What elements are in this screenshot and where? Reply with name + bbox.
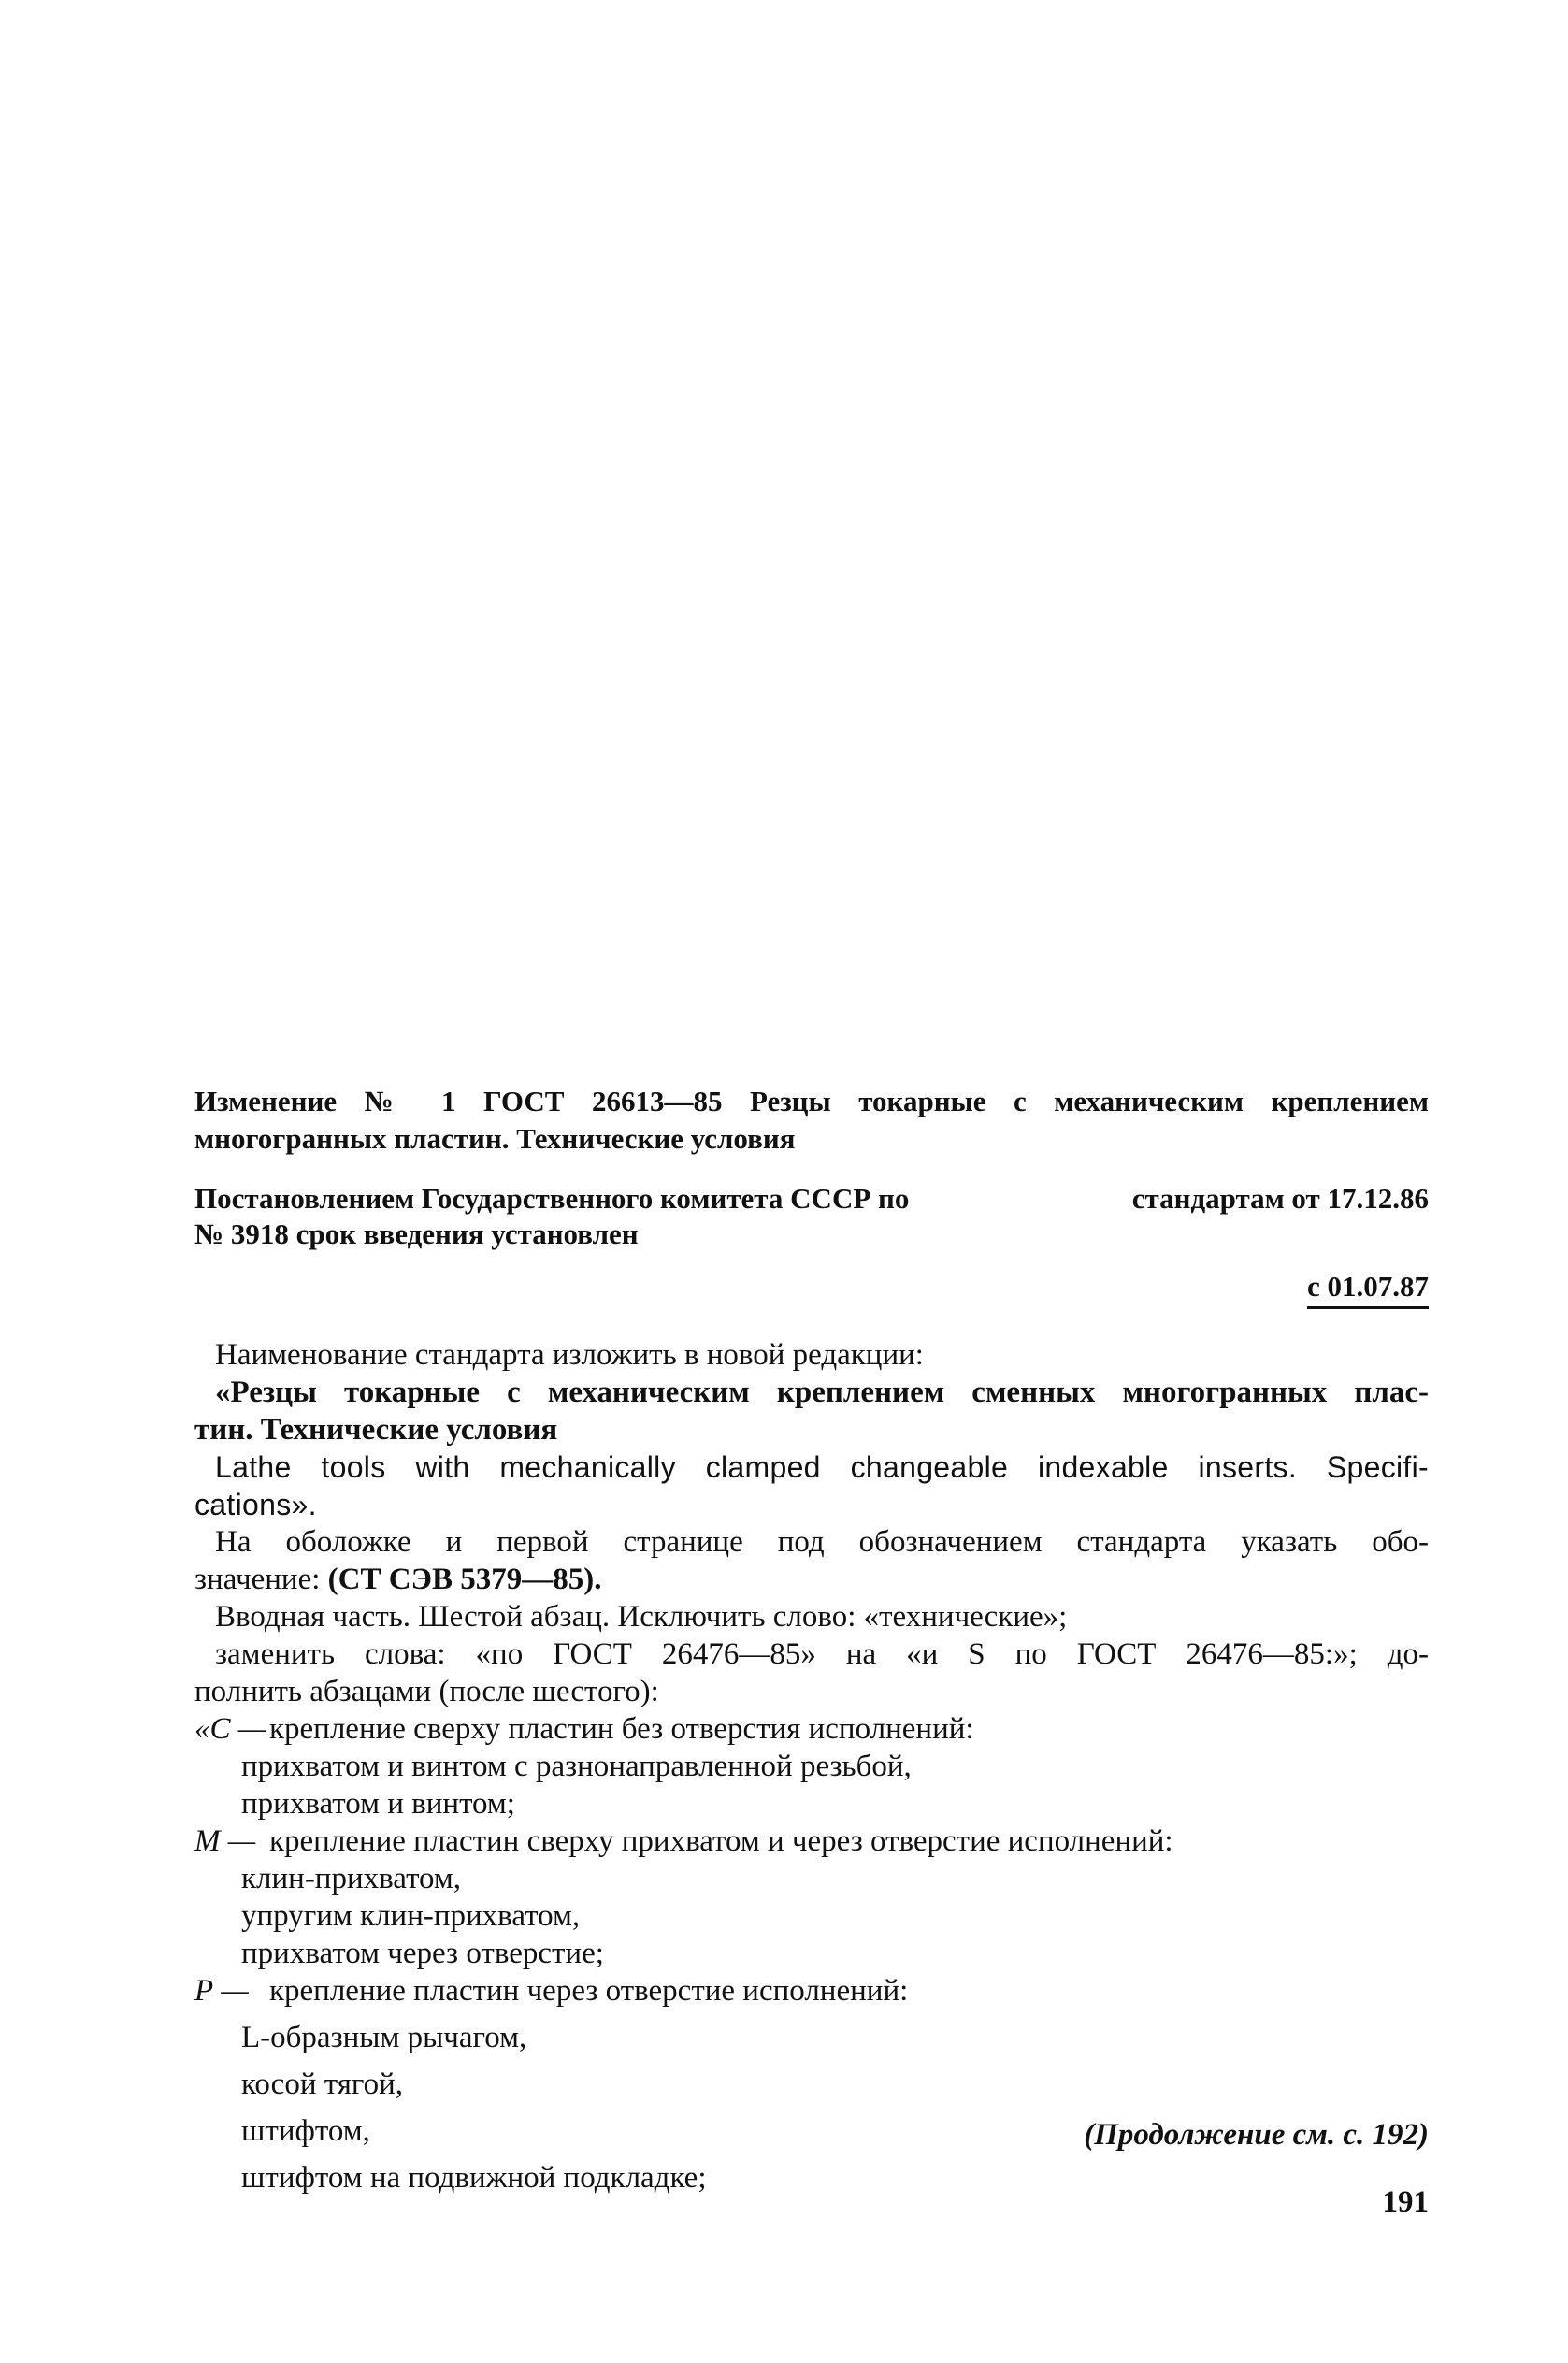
definition-c-text: крепление сверху пластин без отверстия исполнений: xyxy=(269,1712,974,1746)
definition-m-item: упругим клин-прихватом, xyxy=(241,1899,581,1933)
cover-note-line-1: На оболожке и первой странице под обозначением стандарта указать обо- xyxy=(215,1525,1429,1559)
definition-c-item: прихватом и винтом с разнонаправленной резьбой, xyxy=(241,1750,912,1783)
new-title-line-2: тин. Технические условия xyxy=(194,1413,558,1447)
heading-line-2: многогранных пластин. Технические условия xyxy=(194,1122,796,1155)
amendment-body xyxy=(194,1336,1429,2197)
cmea-designation: (СТ СЭВ 5379—85). xyxy=(327,1563,602,1596)
definition-c-key: «С — xyxy=(194,1712,266,1746)
english-title-line-2: cations». xyxy=(194,1488,317,1521)
english-title-line-1: Lathe tools with mechanically clamped changeable indexable inserts. Specifi- xyxy=(215,1450,1429,1484)
intro-paragraph-note: Вводная часть. Шестой абзац. Исключить слово: «технические»; xyxy=(215,1600,1068,1634)
replace-words-line-1: заменить слова: «по ГОСТ 26476—85» на «и S по ГОСТ 26476—85:»; до- xyxy=(215,1637,1429,1671)
definition-m-item: клин-прихватом, xyxy=(241,1862,462,1895)
decree-line-1-right: стандартам от 17.12.86 xyxy=(1131,1182,1429,1215)
definition-m-key: М — xyxy=(194,1824,256,1858)
replace-words-line-2: полнить абзацами (после шестого): xyxy=(194,1675,659,1708)
continuation-note: (Продолжение см. с. 192) xyxy=(1084,2118,1429,2152)
cover-note-line-2: значение: xyxy=(194,1563,321,1596)
definition-m xyxy=(194,1823,1429,1860)
decree-block xyxy=(194,1181,1429,1252)
effective-date: с 01.07.87 xyxy=(1307,1269,1429,1309)
definition-c-item: прихватом и винтом; xyxy=(241,1787,515,1821)
definition-m-item: прихватом через отверстие; xyxy=(241,1937,604,1970)
amendment-heading xyxy=(194,1083,1429,1158)
definition-c xyxy=(194,1710,1429,1748)
decree-line-1-left: Постановлением Государственного комитета СССР по xyxy=(194,1182,910,1215)
definition-p-item: штифтом на подвижной подкладке; xyxy=(241,2161,707,2195)
definition-m-text: крепление пластин сверху прихватом и через отверстие исполнений: xyxy=(269,1824,1173,1858)
page-number: 191 xyxy=(1382,2185,1429,2219)
heading-line-1: Изменение № 1 ГОСТ 26613—85 Резцы токарные с механическим креплением xyxy=(194,1085,1429,1117)
definition-p-key: Р — xyxy=(194,1974,249,2008)
definition-p-item: косой тягой, xyxy=(241,2068,404,2101)
new-title-line-1: «Резцы токарные с механическим креплением сменных многогранных плас- xyxy=(215,1376,1429,1409)
definition-p-item: штифтом, xyxy=(241,2114,370,2148)
decree-line-2: № 3918 срок введения установлен xyxy=(194,1218,639,1250)
definition-p-text: крепление пластин через отверстие исполнений: xyxy=(269,1974,909,2008)
definition-p-item: L-образным рычагом, xyxy=(241,2021,527,2054)
definition-p xyxy=(194,1972,1429,2010)
paragraph-title-change: Наименование стандарта изложить в новой редакции: xyxy=(215,1338,924,1372)
